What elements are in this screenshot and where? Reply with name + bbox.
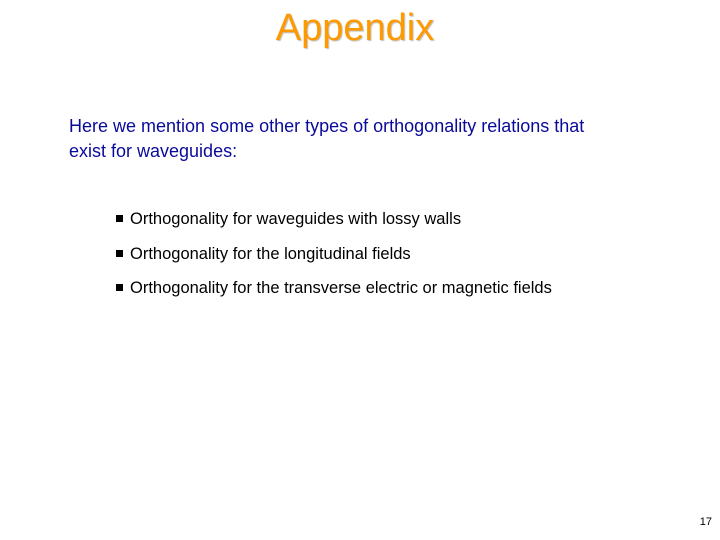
page-number: 17 (699, 516, 712, 528)
list-item (116, 276, 552, 311)
intro-text: Here we mention some other types of orthogonality relations that exist for waveguides: (69, 116, 585, 161)
square-bullet-icon (116, 215, 123, 222)
bullet-text: Orthogonality for waveguides with lossy walls (130, 210, 462, 228)
bullet-text: Orthogonality for the transverse electric or magnetic fields (130, 279, 552, 297)
slide-title: Appendix (275, 7, 435, 49)
bullet-text: Orthogonality for the longitudinal fields (130, 244, 411, 263)
bullet-list (116, 207, 552, 311)
list-item (116, 207, 552, 242)
square-bullet-icon (116, 284, 123, 291)
list-item (116, 242, 552, 277)
square-bullet-icon (116, 250, 123, 257)
